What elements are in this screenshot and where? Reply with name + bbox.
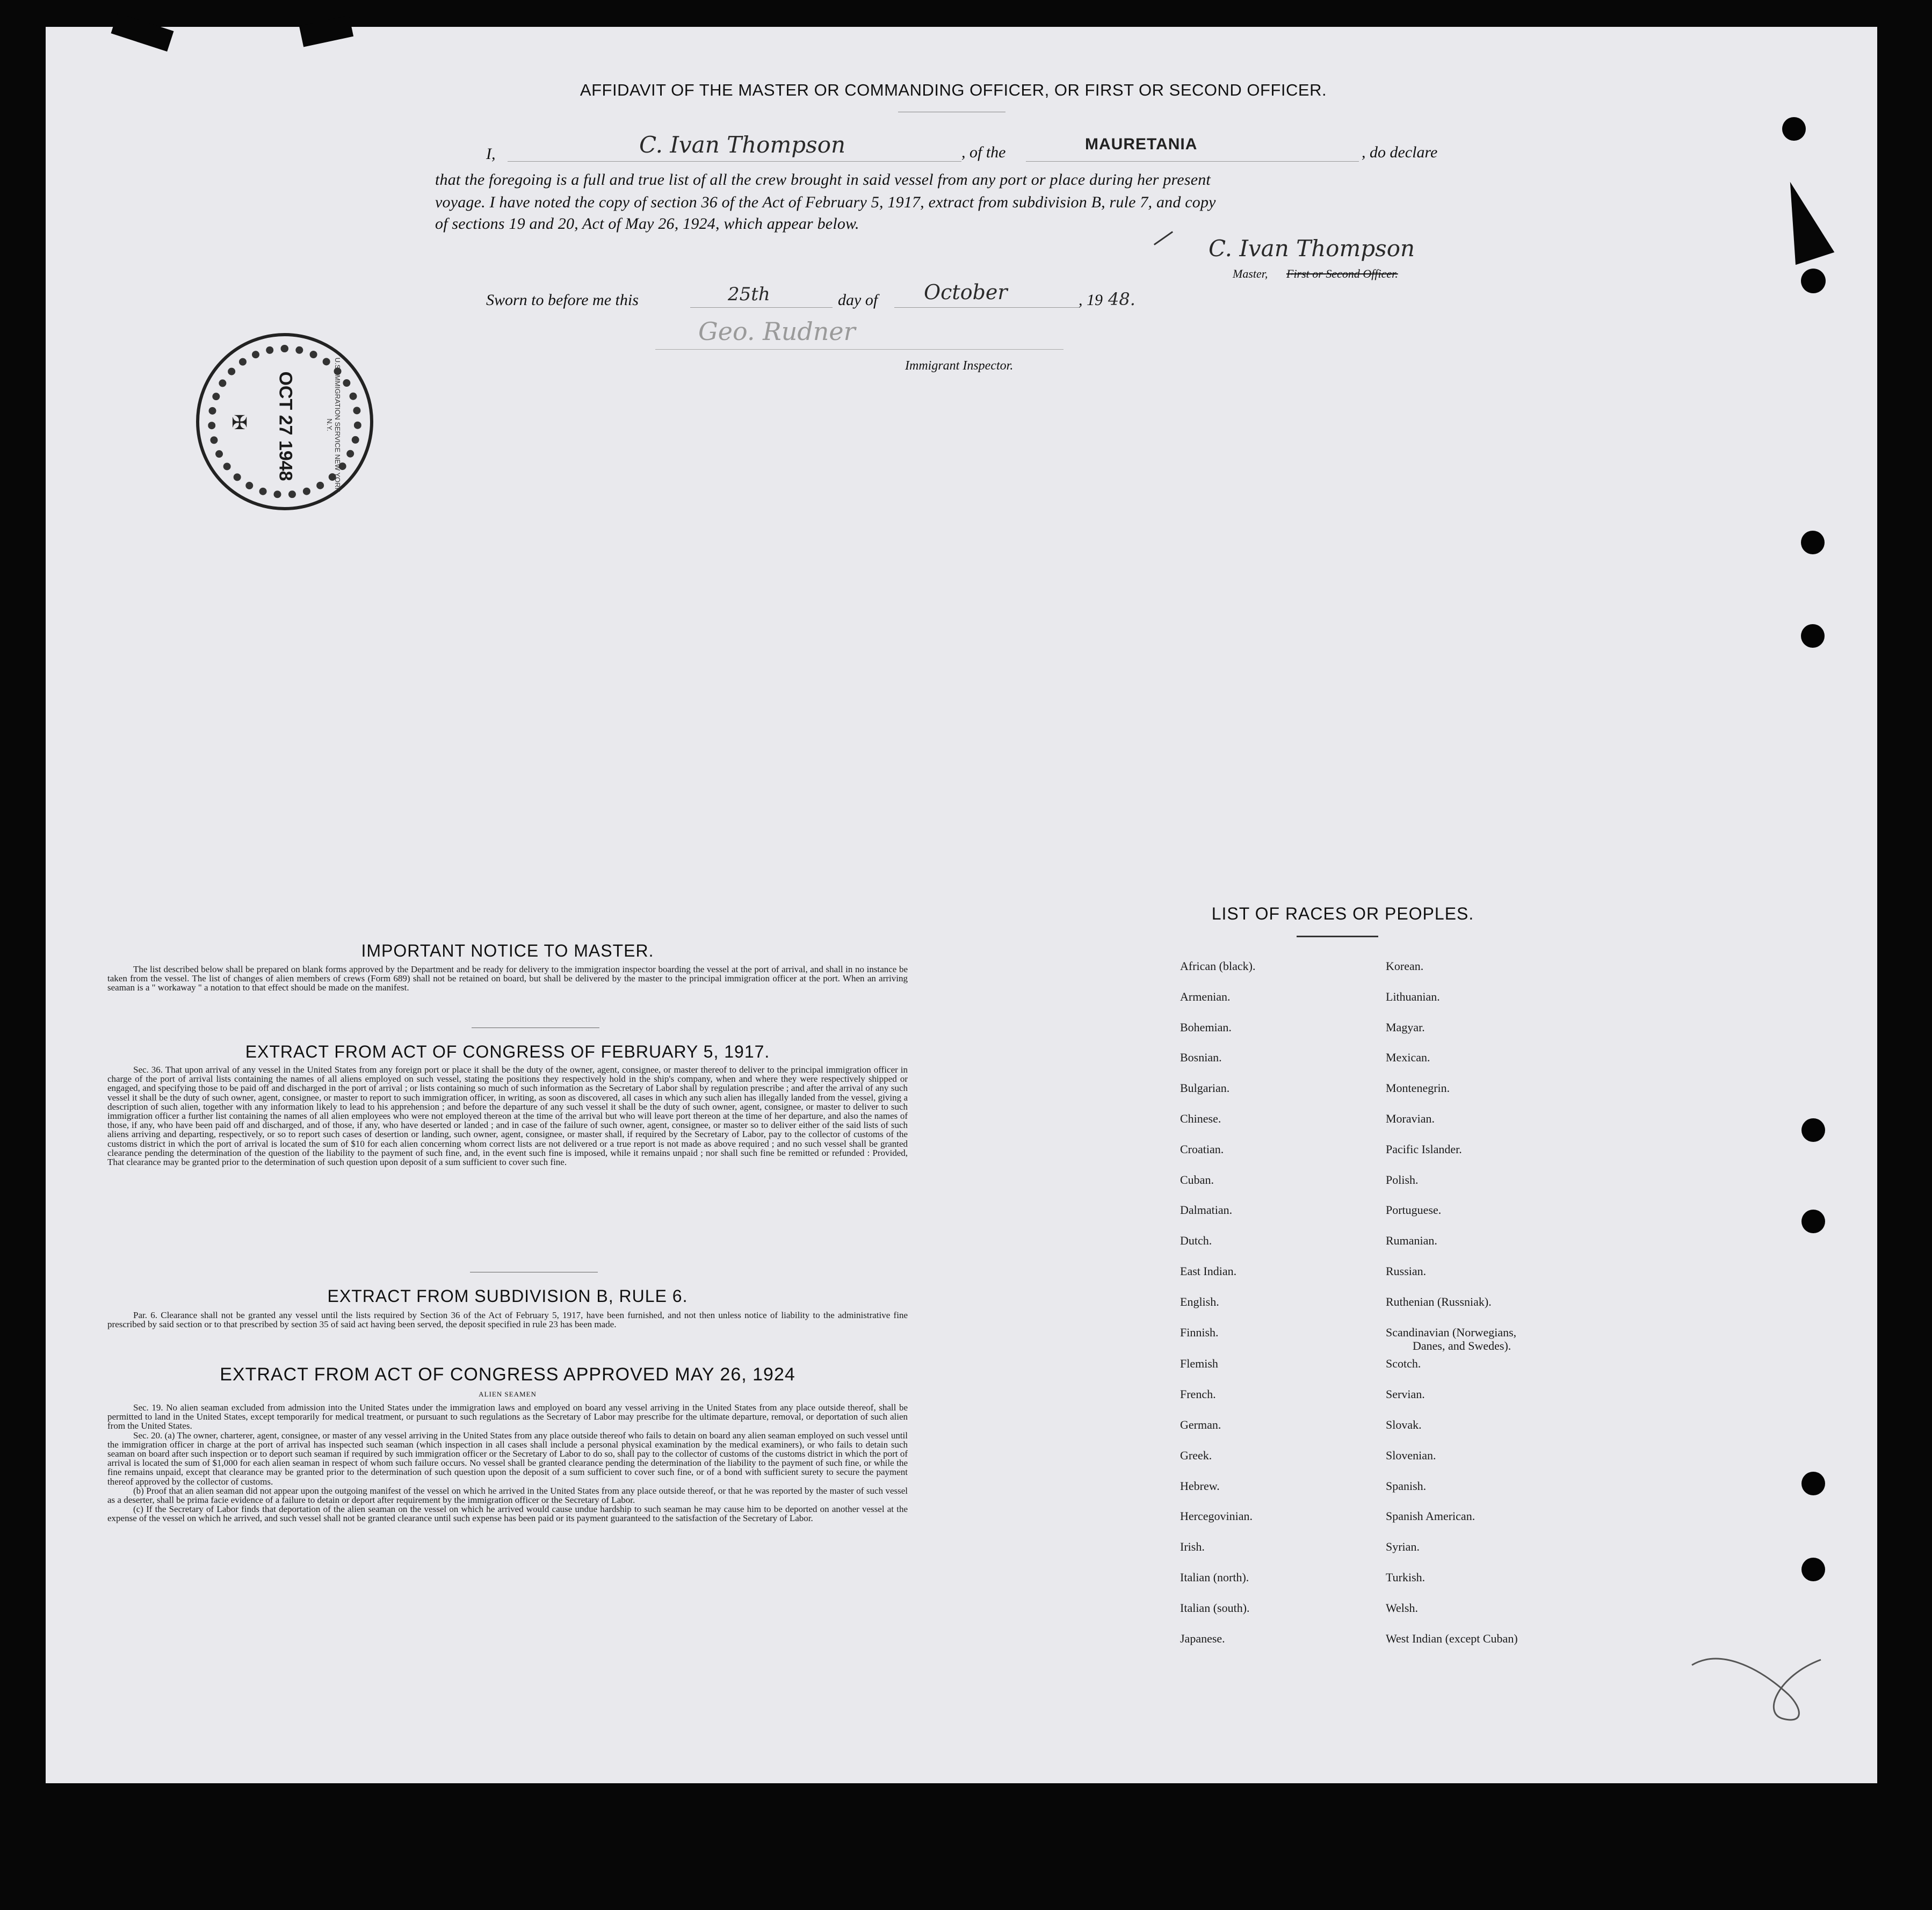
subdivision-title: EXTRACT FROM SUBDIVISION B, RULE 6.: [327, 1286, 688, 1306]
punch-hole: [1801, 269, 1826, 293]
race-item: Armenian.: [1180, 989, 1231, 1003]
affidavit-title: AFFIDAVIT OF THE MASTER OR COMMANDING OFFICER, OR FIRST OR SECOND OFFICER.: [580, 81, 1327, 99]
race-item: Servian.: [1386, 1387, 1425, 1401]
race-item: Welsh.: [1386, 1601, 1418, 1615]
race-item: Hercegovinian.: [1180, 1509, 1253, 1523]
month-line: [894, 307, 1080, 308]
notice-text: The list described below shall be prepared on blank forms approved by the Department and be ready for delivery to the immigration inspector boarding the vessel at the port of arrival, and shall in no instance be taken from the vessel. The list of changes of alien members of crews (Form 689) shall not be retained on board, but shall be delivered by the master to the principal immigration officer at the port. When an arriving seaman is a " workaway " a notation to that effect should be made on the manifest.: [107, 964, 908, 993]
race-item: Flemish: [1180, 1357, 1218, 1371]
race-item: African (black).: [1180, 959, 1256, 973]
struck-officer-label: First or Second Officer.: [1286, 267, 1398, 280]
sworn-day: 25th: [728, 284, 770, 305]
extract-1917-title: EXTRACT FROM ACT OF CONGRESS OF FEBRUARY 5, 1917.: [245, 1042, 770, 1061]
race-item: Turkish.: [1386, 1571, 1426, 1584]
year-suffix: 48.: [1108, 289, 1135, 309]
sworn-label: Sworn to before me this: [486, 291, 639, 309]
inspection-stamp: [196, 333, 373, 510]
vessel-line: [1026, 161, 1359, 162]
race-item: Dalmatian.: [1180, 1203, 1233, 1217]
race-item: Japanese.: [1180, 1631, 1225, 1645]
race-item: Syrian.: [1386, 1540, 1420, 1554]
inspector-line: [655, 349, 1063, 350]
race-item: Polish.: [1386, 1173, 1419, 1186]
par6-text: Par. 6. Clearance shall not be granted any vessel until the lists required by Section 36 of the Act of February 5, 1917, have been furnished, and not then unless notice of liability to the administrative fine prescribed by said section or to that prescribed by section 35 of said act having been served, the deposit specified in rule 23 has been made.: [107, 1310, 908, 1330]
sec19-text: Sec. 19. No alien seaman excluded from admission into the United States under the immigration laws and employed on board any vessel arriving in the United States from any place outside thereof, shall be permitted to land in the United States, except temporarily for medical treatment, or pursuant to such regulations as the Secretary of Labor may prescribe for the ultimate departure, removal, or deportation of such alien from the United States.: [107, 1402, 908, 1431]
race-item: Montenegrin.: [1386, 1081, 1450, 1095]
master-label: Master,: [1233, 267, 1268, 280]
sec20c-text: (c) If the Secretary of Labor finds that deportation of the alien seaman on the vessel on which he arrived would cause undue hardship to such seaman he may cause him to be deported on another vessel at the expense of the vessel on which he arrived, and such vessel shall not be granted clearance until such expense has been paid or its payment guaranteed to the satisfaction of the Secretary of Labor.: [107, 1504, 908, 1524]
race-item: Spanish American.: [1386, 1509, 1475, 1523]
affidavit-line-4: of sections 19 and 20, Act of May 26, 1924, which appear below.: [435, 215, 859, 233]
race-item: Italian (south).: [1180, 1601, 1250, 1615]
notice-title: IMPORTANT NOTICE TO MASTER.: [361, 941, 654, 960]
extract-1917-body: [107, 1065, 908, 1167]
punch-hole: [1801, 624, 1825, 648]
race-item: Moravian.: [1386, 1112, 1435, 1125]
race-item: French.: [1180, 1387, 1216, 1401]
stamp-text: U.S. IMMIGRATION SERVICE NEW YORK N.Y.: [325, 357, 342, 493]
race-item: Bosnian.: [1180, 1051, 1222, 1065]
master-signature: C. Ivan Thompson: [1209, 235, 1415, 262]
race-item: Slovenian.: [1386, 1448, 1436, 1462]
races-title: LIST OF RACES OR PEOPLES.: [1211, 904, 1474, 923]
punch-hole: [1782, 117, 1806, 141]
name-line: [508, 161, 961, 162]
race-item: Bohemian.: [1180, 1020, 1232, 1034]
sec36-text: Sec. 36. That upon arrival of any vessel in the United States from any foreign port or place it shall be the duty of the owner, agent, consignee, or master thereof to deliver to the principal immigration officer in charge of the port of arrival lists containing the names of all aliens employed on such vessel, stating the positions they respectively hold in the ship's company, when and where they were respectively shipped or engaged, and specifying those to be paid off and discharged in the port of arrival ; or lists containing so much of such information as the Secretary of Labor shall by regulation prescribe ; and after the arrival of any such vessel it shall be the duty of such owner, agent, consignee, or master to report to such immigration officer, in writing, as soon as discovered, all cases in which any such alien has illegally landed from the vessel, giving a description of such alien, together with any information likely to lead to his apprehension ; and before the departure of any such vessel it shall be the duty of such owner, agent, consignee, or master to deliver to such immigration officer a further list containing the names of all alien employees who were not employed thereon at the time of the arrival but who will leave port thereon at the time of her departure, and also the names of those, if any, who have been paid off and discharged, and of those, if any, who have deserted or landed ; and in case of the failure of such owner, agent, consignee, or master so to deliver either of the said lists of such aliens arriving and departing, respectively, or so to report such cases of desertion or landing, such owner, agent, consignee, or master shall, if required by the Secretary of Labor, pay to the collector of customs of the customs district in which the port of arrival is located the sum of $10 for each alien concerning whom correct lists are not delivered or a true report is not made as above required ; and no such vessel shall be granted clearance pending the determination of the question of the liability to the payment of such fine, and, in the event such fine is imposed, while it remains unpaid ; nor shall such fine be remitted or refunded : Provided, That clearance may be granted prior to the determination of such question upon deposit of a sum sufficient to cover such fine.: [107, 1065, 908, 1168]
race-item: Greek.: [1180, 1448, 1212, 1462]
race-item: Mexican.: [1386, 1051, 1430, 1065]
race-item: Russian.: [1386, 1264, 1427, 1278]
race-item: Ruthenian (Russniak).: [1386, 1294, 1492, 1308]
race-item: Dutch.: [1180, 1234, 1212, 1248]
race-item: Magyar.: [1386, 1020, 1425, 1034]
day-line: [690, 307, 833, 308]
race-item: Danes, and Swedes).: [1413, 1339, 1511, 1352]
race-item: German.: [1180, 1418, 1221, 1431]
races-title-rule: [1297, 936, 1378, 937]
vessel-name: MAURETANIA: [1085, 135, 1198, 153]
extract-1924-body: [107, 1403, 908, 1523]
race-item: Chinese.: [1180, 1112, 1221, 1125]
race-item: English.: [1180, 1294, 1219, 1308]
master-name-handwritten: C. Ivan Thompson: [639, 132, 846, 158]
race-item: Bulgarian.: [1180, 1081, 1230, 1095]
race-item: Cuban.: [1180, 1173, 1214, 1186]
sec20a-text: Sec. 20. (a) The owner, charterer, agent, consignee, or master of any vessel arriving in the United States from any place outside thereof who fails to detain on board any alien seaman employed on such vessel until the immigration officer in charge at the port of arrival has inspected such seaman (which inspection in all cases shall include a personal physical examination by the medical examiners), or who fails to detain such seaman on board after such inspection or to deport such seaman if required by such immigration officer or the Secretary of Labor to do so, shall pay to the collector of customs of the customs district in which the port of arrival is located the sum of $1,000 for each alien seaman in respect of whom such failure occurs. No vessel shall be granted clearance pending the determination of the liability to the payment of such fine, or while the fine remains unpaid, except that clearance may be granted prior to the determination of such question upon the deposit of a sum sufficient to cover such fine, or of a bond with sufficient surety to secure the payment thereof approved by the collector of customs.: [107, 1430, 908, 1487]
race-item: Spanish.: [1386, 1479, 1427, 1493]
affidavit-line-3: voyage. I have noted the copy of section 36 of the Act of February 5, 1917, extract from subdivision B, rule 7, and copy: [435, 193, 1216, 211]
race-item: Lithuanian.: [1386, 989, 1440, 1003]
race-item: Hebrew.: [1180, 1479, 1220, 1493]
stamp-date: OCT 27 1948: [275, 371, 296, 481]
of-the-label: , of the: [961, 143, 1006, 161]
race-item: Korean.: [1386, 959, 1424, 973]
race-item: Rumanian.: [1386, 1234, 1437, 1248]
do-declare-label: , do declare: [1362, 143, 1438, 161]
sec20b-text: (b) Proof that an alien seaman did not appear upon the outgoing manifest of the vessel on which he arrived in the United States from any place outside thereof, or that he was reported by the master of such vessel as a deserter, shall be prima facie evidence of a failure to detain or deport after requirement by the immigration officer or the Secretary of Labor.: [107, 1485, 908, 1506]
sworn-month: October: [924, 280, 1008, 304]
race-item: Portuguese.: [1386, 1203, 1442, 1217]
year-prefix: , 19: [1079, 291, 1103, 309]
i-label: I,: [486, 145, 496, 163]
eagle-emblem-icon: ✠: [231, 412, 248, 433]
race-item: Croatian.: [1180, 1142, 1224, 1156]
punch-hole: [1801, 1558, 1825, 1581]
race-item: Slovak.: [1386, 1418, 1422, 1431]
inspector-label: Immigrant Inspector.: [905, 359, 1014, 373]
alien-seamen-subtitle: ALIEN SEAMEN: [479, 1390, 537, 1398]
punch-hole: [1801, 1210, 1825, 1233]
race-item: Irish.: [1180, 1540, 1205, 1554]
race-item: Scotch.: [1386, 1357, 1421, 1371]
race-item: Pacific Islander.: [1386, 1142, 1462, 1156]
notice-body: [107, 965, 908, 993]
race-item: Scandinavian (Norwegians,: [1386, 1325, 1517, 1339]
punch-hole: [1801, 531, 1825, 554]
extract-1924-title: EXTRACT FROM ACT OF CONGRESS APPROVED MAY 26, 1924: [220, 1364, 795, 1385]
punch-hole: [1801, 1118, 1825, 1142]
pen-mark: [1687, 1644, 1832, 1730]
race-item: Finnish.: [1180, 1325, 1219, 1339]
subdivision-body: [107, 1311, 908, 1329]
affidavit-line-2: that the foregoing is a full and true list of all the crew brought in said vessel from any port or place during her present: [435, 171, 1211, 189]
day-of-label: day of: [838, 291, 878, 309]
race-item: Italian (north).: [1180, 1571, 1249, 1584]
race-item: West Indian (except Cuban): [1386, 1631, 1518, 1645]
punch-hole: [1801, 1472, 1825, 1495]
inspector-signature: Geo. Rudner: [698, 317, 856, 346]
race-item: East Indian.: [1180, 1264, 1237, 1278]
